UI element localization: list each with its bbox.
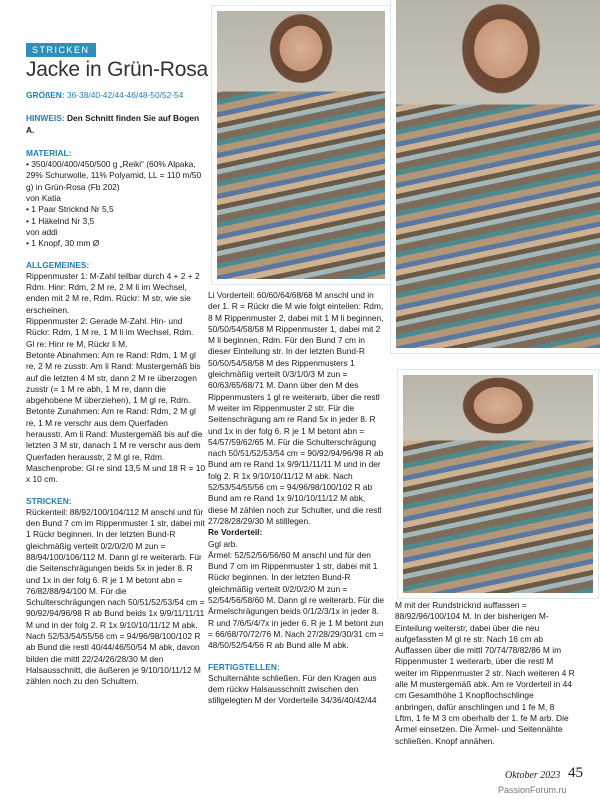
material-button: • 1 Knopf, 30 mm Ø bbox=[26, 238, 100, 249]
right-front-label: Re Vorderteil: bbox=[208, 527, 263, 538]
sizes-label: GRÖßEN: bbox=[26, 90, 65, 100]
sleeve: Ärmel: 52/52/56/56/60 M anschl und für den Bund 7 cm im Rippenmuster 1 str, dabei mit 1 Rückr beginnen. In der letzten Bund-R gleichmäßig verteilt 0/2/0/2/0 M zun = 52/54/56/58/60 M. Dann gl re weiterarb. Für die Ärmelschrägungen beids 0/1/2/3/1x in jeder 8. R und 7/6/5/4/7x in jeder 6. R je 1 M betont zun = 66/68/70/72/76 M. Nach 27/28/29/30/31 cm = 48/50/52/54/56 R ab Bund alle M abk. bbox=[208, 549, 384, 651]
rib-pattern-2: Rippenmuster 2: Gerade M-Zahl. Hin- und Rückr: Rdm, 1 M re, 1 M li im Wechsel, Rdm. bbox=[26, 316, 194, 338]
left-front: Li Vorderteil: 60/60/64/68/68 M anschl und in der 1. R = Rückr die M wie folgt einteilen: Rdm, 8 M Rippenmuster 2, dabei mit 1 M li beginnen, 50/50/54/58/58 M Rippenmuster 1, dabei mit 2 M li beginnen, Rdm. Für den Bund 7 cm in dieser Einteilung str. In der letzten Bund-R 50/50/54/58/58 M des Rippenmusters 1 gleichmäßig verteilt 0/3/1/0/3 M zun = 60/63/65/68/71 M. Dann über den M des Rippenmusters 1 gl re weiterarb, über die restl M weiter im Rippenmuster 2 str. Für die Seitenschrägung am re Rand 5x in jeder 8. R und 1x in der folg 6. R je 1 M betont abn = 54/57/59/62/65 M. Für die Schulterschrägung nach 50/51/52/53/54 cm = 90/92/94/96/98 R ab Bund am re Rand 1x 9/9/11/11/11 M und in der folg 2. R 1x 9/10/10/11/12 M abk. Nach 52/53/54/55/56 cm = 94/96/98/100/102 R ab Bund am re Rand 1x 9/10/10/11/12 M abk, diese M zählen noch zur Schulter, und die restl 27/28/28/29/30 M stilllegen. bbox=[208, 290, 384, 526]
sizes-text: 36-38/40-42/44-46/48-50/52-54 bbox=[66, 90, 184, 100]
rib-pattern-1: Rippenmuster 1: M-Zahl teilbar durch 4 + 2 + 2 Rdm. Hinr: Rdm, 2 M re, 2 M li im Wechsel, enden mit 2 M re, Rdm. Rückr: M str, wie sie erscheinen. bbox=[26, 270, 200, 315]
material-crochet-hook: • 1 Häkelnd Nr 3,5 bbox=[26, 215, 95, 226]
photo-model-closeup bbox=[212, 6, 390, 284]
hint-label: HINWEIS: bbox=[26, 113, 65, 124]
material-yarn: • 350/400/400/450/500 g „Reiki“ (60% Alpaka, 29% Schurwolle, 11% Polyamid, LL = 110 m/50 g) in Grün-Rosa (Fb 202) bbox=[26, 159, 202, 192]
increases: Betonte Zunahmen: Am re Rand: Rdm, 2 M gl re, 1 M re verschr aus dem Querfaden herausstr. Am li Rand: Mustergemäß bis auf die letzten 3 M str, danach 1 M re verschr aus dem Querfaden herausstr, 2 M gl re, Rdm. bbox=[26, 406, 203, 462]
gauge: Maschenprobe: Gl re sind 13,5 M und 18 R = 10 x 10 cm. bbox=[26, 462, 206, 485]
decreases: Betonte Abnahmen: Am re Rand: Rdm, 1 M gl re, 2 M re zusstr. Am li Rand: Mustergemäß bis auf die letzten 4 M str, dann 2 M re überzogen zusstr (= 1 M re abh, 1 M re, dann die abgehobene M überziehen), 1 M gl re, Rdm. bbox=[26, 349, 201, 406]
right-front: Ggl arb. bbox=[208, 538, 238, 549]
photo-model-full bbox=[391, 0, 600, 353]
photo-model-collar bbox=[398, 370, 598, 598]
page-number: 45 bbox=[568, 765, 583, 781]
hint-text: Den Schnitt finden Sie auf Bogen A. bbox=[26, 113, 200, 135]
category-badge: STRICKEN bbox=[26, 43, 96, 57]
page-title: Jacke in Grün-Rosa bbox=[26, 58, 208, 81]
back-piece: Rückenteil: 88/92/100/104/112 M anschl und für den Bund 7 cm im Rippenmuster 1 str, dabei mit 1 Rückr beginnen. In der letzten Bund-R gleichmäßig verteilt 0/2/0/2/0 M zun = 88/94/100/106/112 M. Dann gl re weiterarb. Für die Seitenschrägungen beids 5x in jeder 8. R und 1x in der folg 6. R je 1 M betont abn = 76/82/88/94/100 M. Für die Schulterschrägungen nach 50/51/52/53/54 cm = 90/92/94/96/98 R ab Bund beids 1x 9/9/11/11/11 M und in der folg 2. R 1x 9/10/10/11/12 M abk. Nach 52/53/54/55/56 cm = 94/96/98/100/102 R ab Bund die restl 40/44/46/50/54 M abk, davon bilden die mittl 22/24/26/28/30 M den Halsausschnitt, die äußeren je 9/10/10/11/12 M zählen noch zu den Schultern. bbox=[26, 506, 205, 687]
column-1 bbox=[26, 90, 206, 688]
footer-month: Oktober 2023 bbox=[505, 770, 561, 781]
material-von-2: von addi bbox=[26, 226, 58, 237]
material-needles: • 1 Paar Stricknd Nr 5,5 bbox=[26, 204, 114, 215]
finishing-label: FERTIGSTELLEN: bbox=[208, 661, 280, 672]
material-von-1: von Katia bbox=[26, 193, 61, 204]
column-2 bbox=[208, 290, 386, 707]
finishing-text: Schulternähte schließen. Für den Kragen aus dem rückw Halsausschnitt zwischen den stillgelegten M der Vorderteile 34/36/40/42/44 bbox=[208, 672, 377, 706]
finishing-text-cont: M mit der Rundstricknd auffassen = 88/92/96/100/104 M. In der bisherigen M-Einteilung weiterstr, dabei über die neu aufgefassten M gl re str. Nach 16 cm ab Auffassen über die mittl 70/74/78/82/86 M im Rippenmuster 1 weiterarb, über die restl M weiter im Rippenmuster 2 str. Nach weiteren 4 R alle M mustergemäß abk. Am re Vorderteil in 44 cm Gesamthöhe 1 Knopflochschlinge anbringen, dafür anschlingen und 1 fe M, 8 Lftm, 1 fe M 3 cm oberhalb der 1. fe M arb. Die Ärmel einsetzen. Die Ärmel- und Seitennähte schließen. Knopf annähen. bbox=[395, 600, 575, 746]
general-label: ALLGEMEINES: bbox=[26, 259, 90, 270]
instructions-label: STRICKEN: bbox=[26, 495, 72, 506]
column-3 bbox=[395, 600, 575, 747]
watermark: PassionForum.ru bbox=[498, 785, 567, 795]
stockinette: Gl re: Hinr re M, Rückr li M. bbox=[26, 338, 128, 349]
material-label: MATERIAL: bbox=[26, 147, 72, 158]
